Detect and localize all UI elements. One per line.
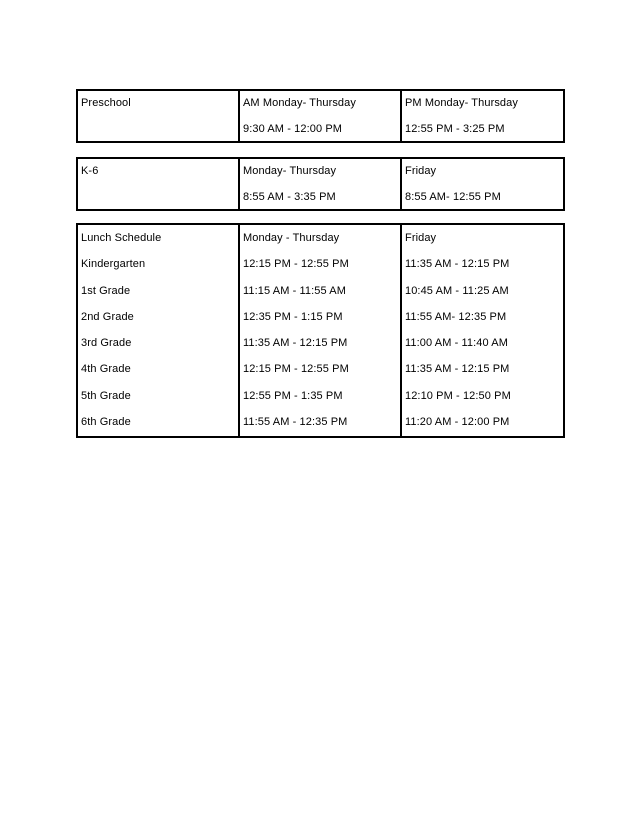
k6-schedule-table: [76, 157, 565, 211]
friday-time: 11:55 AM- 12:35 PM: [401, 311, 564, 337]
k6-header-row: [77, 158, 564, 191]
mon-thu-time: 12:55 PM - 1:35 PM: [239, 390, 401, 416]
friday-time: 12:10 PM - 12:50 PM: [401, 390, 564, 416]
mon-thu-time: 11:15 AM - 11:55 AM: [239, 285, 401, 311]
lunch-header-row: [77, 224, 564, 258]
table-row: [77, 285, 564, 311]
k6-mon-thu-header: Monday- Thursday: [239, 158, 401, 191]
preschool-schedule-table: [76, 89, 565, 143]
grade-label: 3rd Grade: [77, 337, 239, 363]
table-row: [77, 337, 564, 363]
k6-friday-header: Friday: [401, 158, 564, 191]
preschool-time-row: [77, 123, 564, 142]
table-row: [77, 258, 564, 284]
mon-thu-time: 11:35 AM - 12:15 PM: [239, 337, 401, 363]
preschool-am-header: AM Monday- Thursday: [239, 90, 401, 123]
mon-thu-time: 12:35 PM - 1:15 PM: [239, 311, 401, 337]
friday-time: 11:00 AM - 11:40 AM: [401, 337, 564, 363]
k6-time-row: [77, 191, 564, 210]
preschool-pm-time: 12:55 PM - 3:25 PM: [401, 123, 564, 142]
table-row: [77, 311, 564, 337]
preschool-label: Preschool: [77, 90, 239, 123]
mon-thu-time: 12:15 PM - 12:55 PM: [239, 363, 401, 389]
grade-label: 6th Grade: [77, 416, 239, 437]
lunch-schedule-table: [76, 223, 565, 438]
friday-time: 10:45 AM - 11:25 AM: [401, 285, 564, 311]
k6-empty-cell: [77, 191, 239, 210]
preschool-empty-cell: [77, 123, 239, 142]
grade-label: 4th Grade: [77, 363, 239, 389]
lunch-mon-thu-header: Monday - Thursday: [239, 224, 401, 258]
table-row: [77, 363, 564, 389]
mon-thu-time: 12:15 PM - 12:55 PM: [239, 258, 401, 284]
friday-time: 11:20 AM - 12:00 PM: [401, 416, 564, 437]
table-row: [77, 390, 564, 416]
table-row: [77, 416, 564, 437]
grade-label: 1st Grade: [77, 285, 239, 311]
friday-time: 11:35 AM - 12:15 PM: [401, 258, 564, 284]
preschool-header-row: [77, 90, 564, 123]
k6-mon-thu-time: 8:55 AM - 3:35 PM: [239, 191, 401, 210]
grade-label: 2nd Grade: [77, 311, 239, 337]
mon-thu-time: 11:55 AM - 12:35 PM: [239, 416, 401, 437]
preschool-am-time: 9:30 AM - 12:00 PM: [239, 123, 401, 142]
k6-friday-time: 8:55 AM- 12:55 PM: [401, 191, 564, 210]
friday-time: 11:35 AM - 12:15 PM: [401, 363, 564, 389]
grade-label: 5th Grade: [77, 390, 239, 416]
preschool-pm-header: PM Monday- Thursday: [401, 90, 564, 123]
grade-label: Kindergarten: [77, 258, 239, 284]
lunch-friday-header: Friday: [401, 224, 564, 258]
lunch-schedule-label: Lunch Schedule: [77, 224, 239, 258]
k6-label: K-6: [77, 158, 239, 191]
